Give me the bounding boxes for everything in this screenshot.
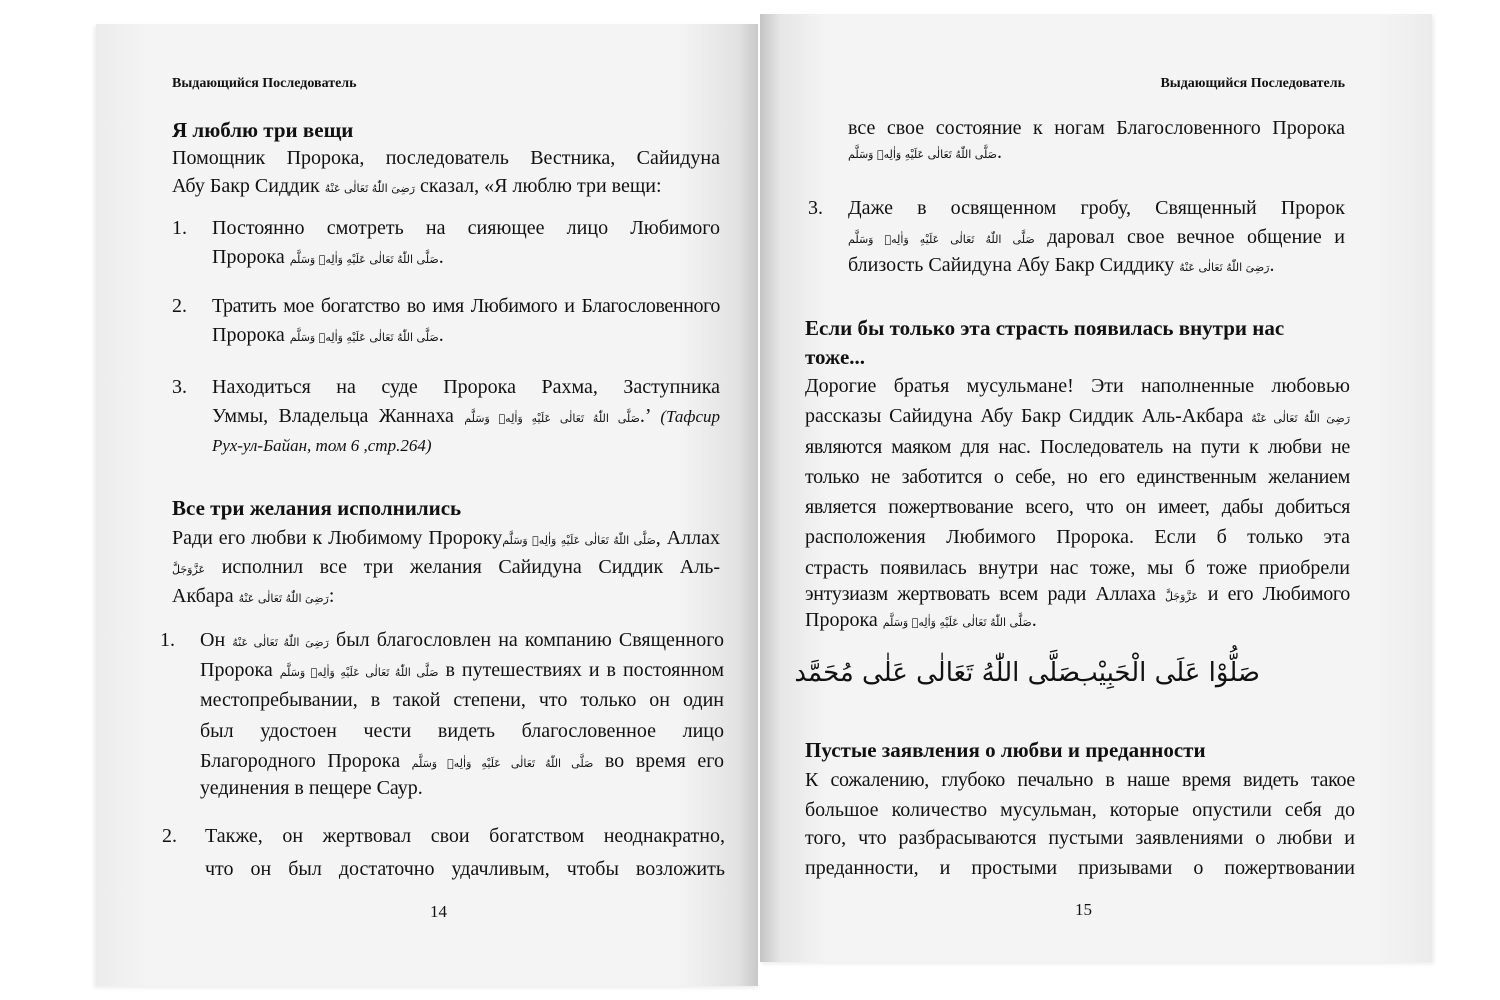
list-item-line <box>200 627 724 653</box>
text: Ради его любви к Любимому Пророку <box>172 527 503 549</box>
paragraph-line <box>805 403 1350 429</box>
paragraph-line <box>172 525 720 551</box>
list-item-line: Пророка صَلَّى اللّٰهُ تَعَالٰى عَلَيْهِ وَاٰلِهٖ وَسَلَّم. <box>212 324 444 346</box>
list-item-line: Тратить мое богатство во имя Любимого и Благословенного <box>212 295 720 317</box>
list-item-line: близость Сайидуна Абу Бакр Сиддику رَضِىَ اللّٰهُ تَعَالٰى عَنْهُ. <box>848 254 1275 276</box>
text: даровал свое вечное общение и <box>1047 226 1345 248</box>
list-item-line: местопребывании, в такой степени, что только он один <box>200 689 724 711</box>
text: рассказы Сайидуна Абу Бакр Сиддик Аль-Акбара <box>805 405 1244 427</box>
honorific: صَلَّى اللّٰهُ تَعَالٰى عَلَيْهِ وَاٰلِهٖ وَسَلَّم <box>502 534 656 547</box>
text: Он <box>200 629 226 651</box>
text: в путешествиях и в постоянном <box>445 659 725 681</box>
list-item-line: Постоянно смотреть на сияющее лицо Любимого <box>212 217 720 239</box>
text: Пророка <box>805 609 878 631</box>
honorific: صَلَّى اللّٰهُ تَعَالٰى عَلَيْهِ وَاٰلِهٖ وَسَلَّم <box>848 233 1035 246</box>
paragraph-line: расположения Любимого Пророка. Если б только эта <box>805 526 1350 548</box>
paragraph-line: Дорогие братья мусульмане! Эти наполненные любовью <box>805 375 1350 397</box>
honorific: صَلَّى اللّٰهُ تَعَالٰى عَلَيْهِ وَاٰلِهٖ وَسَلَّم <box>411 757 594 770</box>
list-number: 2. <box>172 295 187 317</box>
salawat-call: صَلُّوْا عَلَى الْحَبِيْب <box>1073 658 1260 688</box>
honorific: رَضِىَ اللّٰهُ تَعَالٰى عَنْهُ <box>1251 412 1351 425</box>
page-number: 14 <box>430 902 447 921</box>
text: был благословлен на компанию Священного <box>336 629 725 651</box>
paragraph-line <box>805 581 1350 607</box>
text: и его Любимого <box>1207 583 1351 605</box>
text: Уммы, Владельца Жаннаха <box>212 405 454 427</box>
list-item-line: что он был достаточно удачливым, чтобы возложить <box>205 858 725 880</box>
list-number: 3. <box>808 197 823 219</box>
paragraph-line: صَلَّى اللّٰهُ تَعَالٰى عَلَيْهِ وَاٰلِهٖ وَسَلَّم. <box>848 141 1002 163</box>
paragraph-line <box>172 554 720 580</box>
list-item-line: Также, он жертвовал свои богатством неоднакратно, <box>205 825 725 847</box>
paragraph-line: все свое состояние к ногам Благословенного Пророка <box>848 117 1345 139</box>
section-heading: тоже... <box>805 345 866 369</box>
honorific: صَلَّى اللّٰهُ تَعَالٰى عَلَيْهِ وَاٰلِهٖ وَسَلَّم <box>289 253 439 266</box>
section-heading: Я люблю три вещи <box>172 118 354 142</box>
running-header: Выдающийся Последователь <box>1160 76 1345 91</box>
list-item-line: Даже в освященном гробу, Священный Пророк <box>848 197 1345 219</box>
text: сказал, «Я люблю три вещи: <box>420 175 662 197</box>
list-item-line: Находиться на суде Пророка Рахма, Заступника <box>212 376 720 398</box>
paragraph-line: является пожертвование всего, что он имеет, дабы добиться <box>805 496 1350 518</box>
text: Пророка <box>212 246 285 268</box>
honorific: صَلَّى اللّٰهُ تَعَالٰى عَلَيْهِ وَاٰلِهٖ وَسَلَّم <box>279 666 439 679</box>
section-heading: Все три желания исполнились <box>172 496 462 520</box>
text: Абу Бакр Сиддик <box>172 175 320 197</box>
page-number: 15 <box>1075 900 1092 919</box>
paragraph-line: преданности, и простыми призывами о пожертвовании <box>805 857 1355 879</box>
honorific: عَزَّوَجَلَّ <box>1164 590 1199 603</box>
text: энтузиазм жертвовать всем ради Аллаха <box>805 583 1156 605</box>
paragraph-line: страсть появилась внутри нас тоже, мы б тоже приобрели <box>805 557 1350 579</box>
honorific: رَضِىَ اللّٰهُ تَعَالٰى عَنْهُ <box>238 592 329 605</box>
honorific: صَلَّى اللّٰهُ تَعَالٰى عَلَيْهِ وَاٰلِهٖ وَسَلَّم <box>848 148 997 161</box>
paragraph-line: Пророка صَلَّى اللّٰهُ تَعَالٰى عَلَيْهِ وَاٰلِهٖ وَسَلَّم. <box>805 609 1037 631</box>
list-item-line: Уммы, Владельца Жаннаха صَلَّى اللّٰهُ تَعَالٰى عَلَيْهِ وَاٰلِهٖ وَسَلَّم.’ (Тафсир <box>212 405 720 427</box>
list-item-line <box>200 748 724 774</box>
list-item-line: уединения в пещере Саур. <box>200 777 423 799</box>
text: , Аллах <box>655 527 720 549</box>
text: Пророка <box>212 324 285 346</box>
paragraph-line <box>172 173 662 202</box>
list-item-line <box>200 657 724 683</box>
list-number: 3. <box>172 376 187 398</box>
honorific: صَلَّى اللّٰهُ تَعَالٰى عَلَيْهِ وَاٰلِهٖ وَسَلَّم <box>464 412 640 425</box>
text: близость Сайидуна Абу Бакр Сиддику <box>848 254 1175 276</box>
section-heading: Пустые заявления о любви и преданности <box>805 738 1206 762</box>
paragraph-line: только не заботится о себе, но его единственным желанием <box>805 466 1350 488</box>
honorific: صَلَّى اللّٰهُ تَعَالٰى عَلَيْهِ وَاٰلِهٖ وَسَلَّم <box>882 616 1032 629</box>
citation: Рух-ул-Байан, том 6 ,стр.264) <box>212 436 432 455</box>
text: Акбара <box>172 585 234 607</box>
paragraph-line: большое количество мусульман, которые опустили себя до <box>805 799 1355 821</box>
salawat-response: صَلَّى اللّٰهُ تَعَالٰى عَلٰى مُحَمَّد <box>794 658 1080 688</box>
honorific: صَلَّى اللّٰهُ تَعَالٰى عَلَيْهِ وَاٰلِهٖ وَسَلَّم <box>289 331 439 344</box>
paragraph-line: К сожалению, глубоко печально в наше время видеть такое <box>805 769 1355 791</box>
list-number: 1. <box>160 629 175 651</box>
list-item-line <box>848 224 1345 250</box>
list-item-line: был удостоен чести видеть благословенное лицо <box>200 720 724 742</box>
paragraph-line: являются маяком для нас. Последователь на пути к любви не <box>805 436 1350 458</box>
list-number: 1. <box>172 217 187 239</box>
text: исполнил все три желания Сайидуна Сиддик Аль- <box>221 556 720 578</box>
honorific: عَزَّوَجَلَّ <box>172 563 206 576</box>
text: Пророка <box>200 659 273 681</box>
honorific: رَضِىَ اللّٰهُ تَعَالٰى عَنْهُ <box>232 636 329 649</box>
honorific: رَضِىَ اللّٰهُ تَعَالٰى عَنْهُ <box>324 182 416 195</box>
paragraph-line: того, что разбрасываются пустыми заявлениями о любви и <box>805 827 1355 849</box>
list-number: 2. <box>162 825 177 847</box>
section-heading: Если бы только эта страсть появилась внутри нас <box>805 316 1285 340</box>
honorific: رَضِىَ اللّٰهُ تَعَالٰى عَنْهُ <box>1179 261 1270 274</box>
paragraph-line: Акбара رَضِىَ اللّٰهُ تَعَالٰى عَنْهُ: <box>172 585 335 607</box>
citation: (Тафсир <box>660 407 720 426</box>
list-item-line: Пророка صَلَّى اللّٰهُ تَعَالٰى عَلَيْهِ وَاٰلِهٖ وَسَلَّم. <box>212 246 444 268</box>
text: во время его <box>604 750 724 772</box>
text: Благородного Пророка <box>200 750 401 772</box>
paragraph-line: Помощник Пророка, последователь Вестника, Сайидуна <box>172 147 720 169</box>
running-header: Выдающийся Последователь <box>172 76 357 91</box>
